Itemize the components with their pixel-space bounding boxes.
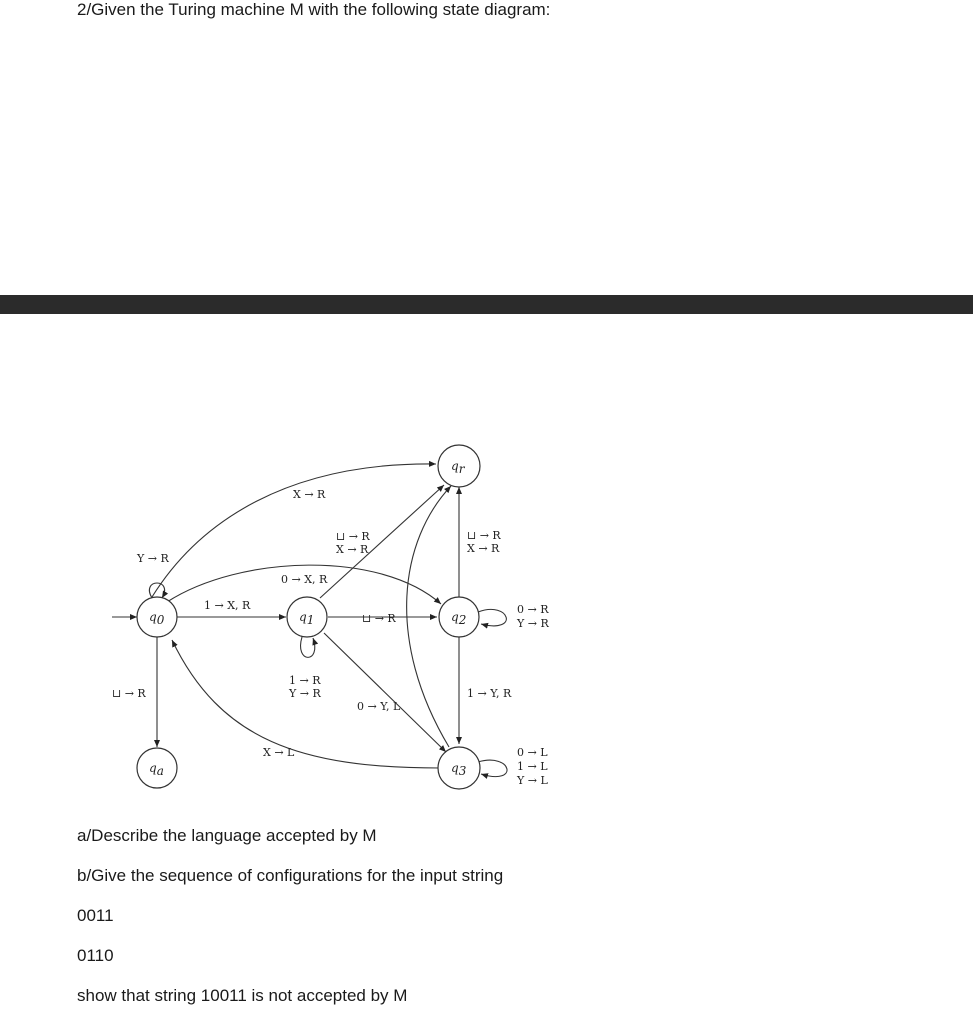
input-string-1: 0011 [77, 906, 114, 925]
label-q0-qr: X → R [293, 488, 326, 501]
loop-q3 [478, 760, 507, 776]
part-b-text: b/Give the sequence of configurations for the input string [77, 866, 504, 885]
label-q2-qr-1: ⊔ → R [467, 529, 501, 542]
edge-q1-q3 [324, 633, 446, 752]
label-q2-qr-2: X → R [467, 542, 500, 555]
label-q0-self: Y → R [137, 552, 169, 565]
label-q1-qr-1: ⊔ → R [336, 530, 370, 543]
label-q2-self-2: Y → R [517, 617, 549, 630]
label-q0-q2: 0 → X, R [281, 573, 328, 586]
state-diagram [0, 440, 973, 820]
label-q3-self-2: 1 → L [517, 760, 548, 773]
loop-q0 [149, 583, 164, 598]
state-name-q1: q1 [299, 610, 315, 627]
label-q3-q0: X → L [263, 746, 295, 759]
label-q1-self-1: 1 → R [289, 674, 321, 687]
label-q1-self-2: Y → R [289, 687, 321, 700]
part-a-text: a/Describe the language accepted by M [77, 826, 377, 845]
label-q0-q1: 1 → X, R [204, 599, 251, 612]
label-q3-self-1: 0 → L [517, 746, 548, 759]
label-q1-qr-2: X → R [336, 543, 369, 556]
label-q0-qa: ⊔ → R [112, 687, 146, 700]
loop-q1 [301, 637, 315, 657]
state-name-q3: q3 [451, 761, 467, 778]
label-q1-q3: 0 → Y, L [357, 700, 401, 713]
divider-bar [0, 295, 973, 314]
state-name-q0: q0 [149, 610, 165, 627]
label-q2-q3: 1 → Y, R [467, 687, 512, 700]
label-q2-self-1: 0 → R [517, 603, 549, 616]
label-q1-q2: ⊔ → R [362, 612, 396, 625]
input-string-2: 0110 [77, 946, 114, 965]
state-name-q2: q2 [451, 610, 467, 627]
label-q3-self-3: Y → L [517, 774, 548, 787]
loop-q2 [478, 609, 506, 625]
state-name-qa: qa [149, 761, 164, 778]
part-c-text: show that string 10011 is not accepted by M [77, 986, 408, 1005]
state-name-qr: qr [451, 459, 465, 476]
question-title: 2/Given the Turing machine M with the following state diagram: [77, 0, 551, 19]
